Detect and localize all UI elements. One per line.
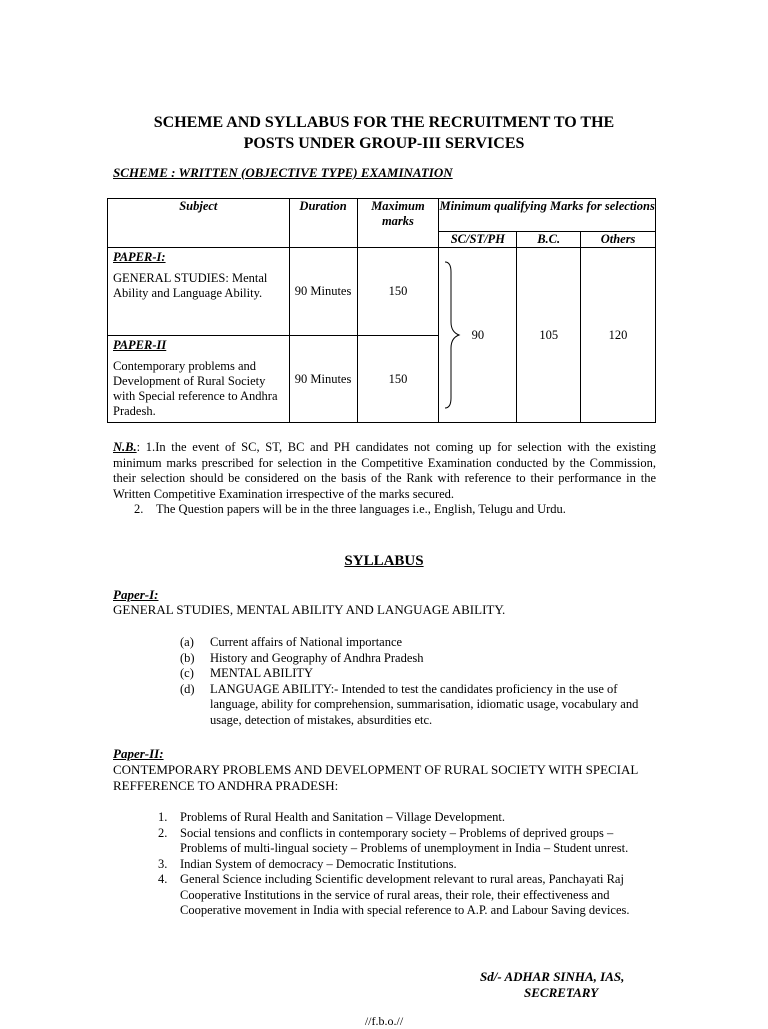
header-sc-st-ph: SC/ST/PH [439, 232, 517, 248]
nb-item2-text: The Question papers will be in the three languages i.e., English, Telugu and Urdu. [156, 502, 566, 516]
paper1-title: PAPER-I: [113, 250, 166, 264]
header-duration: Duration [289, 199, 357, 248]
list-item: 4. General Science including Scientific development relevant to rural areas, Panchayati Raj Cooperative Institutions in the service of rural areas, their role, their effectiveness and Cooperative movement in India with special reference to A.P. and Labour Saving devices. [158, 872, 630, 917]
nb-item2-num: 2. [134, 502, 144, 516]
nb-notes [113, 440, 656, 518]
min-sc-cell [439, 248, 517, 423]
header-others: Others [581, 232, 656, 248]
header-min-marks: Minimum qualifying Marks for selections [439, 199, 656, 232]
paper2-label: Paper-II: [113, 746, 164, 761]
paper2-desc: Contemporary problems and Development of Rural Society with Special reference to Andhra Pradesh. [113, 359, 278, 418]
document-title-line1: SCHEME AND SYLLABUS FOR THE RECRUITMENT TO THE [153, 114, 615, 131]
min-sc-value: 90 [471, 327, 485, 342]
signature-block [480, 969, 624, 1001]
paper2-topics-list [158, 810, 656, 919]
header-bc: B.C. [517, 232, 581, 248]
paper2-duration: 90 Minutes [289, 336, 357, 423]
nb-item1-prefix: : 1. [136, 440, 156, 454]
scheme-table [107, 198, 656, 423]
paper2-subject-cell [108, 336, 290, 423]
list-item: (a) Current affairs of National importance [180, 635, 403, 649]
nb-item1-text: In the event of SC, ST, BC and PH candidates not coming up for selection with the existing minimum marks prescribed for selection in the Competitive Examination conducted by the Commission, their selection should be considered on the basis of the Rank with reference to their performance in the Written Competitive Examination irrespective of the marks secured. [113, 440, 656, 501]
paper1-topics-list [180, 635, 656, 728]
syllabus-heading: SYLLABUS [344, 553, 424, 569]
list-item: (b) History and Geography of Andhra Pradesh [180, 650, 424, 665]
paper2-marks: 150 [357, 336, 439, 423]
paper1-marks: 150 [357, 248, 439, 336]
footer-mark: //f.b.o.// [364, 1014, 404, 1028]
min-others-value: 120 [581, 248, 656, 423]
scheme-heading: SCHEME : WRITTEN (OBJECTIVE TYPE) EXAMINATION [113, 165, 453, 180]
paper1-desc: GENERAL STUDIES: Mental Ability and Language Ability. [113, 271, 268, 300]
nb-label: N.B. [113, 440, 137, 454]
list-item: 3. Indian System of democracy – Democratic Institutions. [158, 856, 457, 871]
paper1-heading: GENERAL STUDIES, MENTAL ABILITY AND LANGUAGE ABILITY. [113, 602, 506, 617]
paper2-heading: CONTEMPORARY PROBLEMS AND DEVELOPMENT OF RURAL SOCIETY WITH SPECIAL REFFERENCE TO ANDHRA PRADESH: [113, 762, 638, 793]
min-bc-value: 105 [517, 248, 581, 423]
header-subject: Subject [108, 199, 290, 248]
brace-icon [443, 260, 463, 410]
signature-name: Sd/- ADHAR SINHA, IAS, [480, 969, 625, 984]
document-title-line2: POSTS UNDER GROUP-III SERVICES [243, 135, 525, 152]
paper1-subject-cell [108, 248, 290, 336]
header-max-marks: Maximum marks [357, 199, 439, 248]
paper1-label: Paper-I: [113, 587, 159, 602]
paper2-title: PAPER-II [113, 338, 167, 352]
list-item: 2. Social tensions and conflicts in contemporary society – Problems of deprived groups – Problems of multi-lingual society – Problems of unemployment in India – Student unrest. [158, 825, 629, 855]
list-item: (c) MENTAL ABILITY [180, 666, 314, 680]
list-item: (d) LANGUAGE ABILITY:- Intended to test the candidates proficiency in the use of language, ability for comprehension, summarisation, idiomatic usage, vocabulary and usage, detection of mistakes, absurdities etc. [180, 681, 639, 727]
paper1-duration: 90 Minutes [289, 248, 357, 336]
list-item: 1. Problems of Rural Health and Sanitation – Village Development. [158, 810, 505, 824]
signature-designation: SECRETARY [524, 985, 599, 1000]
